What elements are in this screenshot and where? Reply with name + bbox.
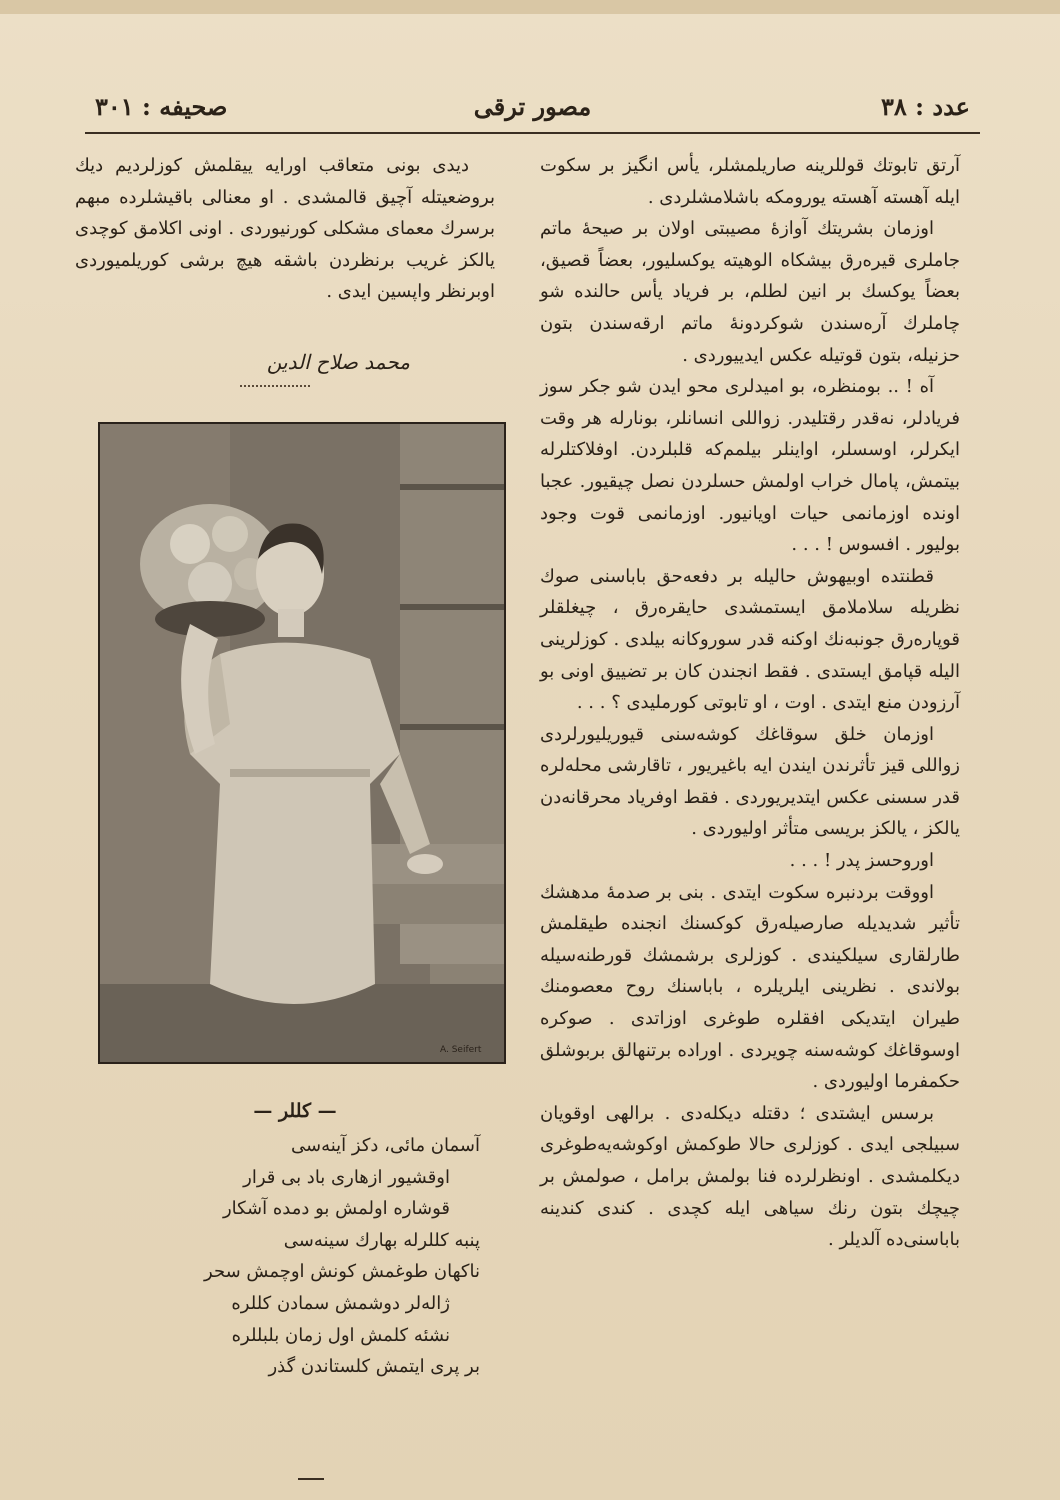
poem-line: بر پری ایتمش کلستاندن گذر [268, 1356, 480, 1378]
poem-title: — کللر — [253, 1100, 337, 1122]
page-header [85, 92, 980, 134]
paragraph: آرتق تابوتك قوللرینه صاریلمشلر، یأس انگیز بر سکوت ایله آهسته آهسته یورومکه باشلامشلردی . [540, 155, 960, 208]
signature-divider [240, 385, 310, 387]
author-signature: محمد صلاح الدین [266, 350, 410, 374]
page-number: صحیفه : ۳۰۱ [95, 92, 228, 121]
poem-end-rule [298, 1478, 324, 1480]
paragraph: برسس ایشتدی ؛ دقتله دیکله‌دی . برالهی اوقویان سبیلجی ایدی . کوزلری حالا طوکمش اوکوشه‌یه‌طوغری دیکلمشدی . اونظرلرده فنا بولمش برامل ، صولمش بر چیچك بتون رنك سیاهی ایله کچدی . کندی کندینه باباسنی‌ده آلدیلر . [540, 1102, 960, 1251]
poem-line: اوقشیور ازهاری باد بی قرار [243, 1166, 450, 1188]
photo-girl-with-flower-basket [98, 422, 506, 1064]
poem-line: آسمان مائی، دکز آینه‌سی [291, 1135, 480, 1156]
paragraph: قطنتده اوبیهوش حالیله بر دفعه‌حق باباسنی صوك نظریله سلاملامق ایستمشدی حایقره‌رق ، چیغلقلر قوپاره‌رق جونبه‌نك اوکنه قدر سوروکانه بیلدی . کوزلرینی الیله قپامق ایستدی . فقط انجندن کان بر تضییق اونی بو آرزودن منع ایتدی . اوت ، او تابوتی کورملیدی ؟ . . . [540, 565, 960, 714]
paragraph: اوروحسز پدر ! . . . [789, 850, 934, 872]
right-column-text [540, 150, 960, 1256]
poem-line: نشئه کلمش اول زمان بلبللره [231, 1324, 450, 1346]
poem-line: ناکهان طوغمش کونش اوچمش سحر [204, 1261, 480, 1283]
page-top-edge [0, 0, 1060, 14]
paragraph: اوزمان بشریتك آوازهٔ مصیبتی اولان بر صیحهٔ ماتم جاملری قیره‌رق بیشکاه الوهیته یوکسلیور، بعضاً قصیق، بعضاً یوکسك بر انین لطلم، بر فریاد یأس حالنده شو چاملرك آره‌سندن شوکردونهٔ ماتم ارقه‌سندن بتون حزنیله، بتون قوتیله عکس ایدییوردی . [540, 218, 960, 366]
poem-line: ژاله‌لر دوشمش سمادن کللره [231, 1292, 450, 1314]
illustration [100, 424, 504, 1062]
magazine-title: مصور ترقی [473, 92, 592, 121]
paragraph: اووقت بردنبره سکوت ایتدی . بنی بر صدمهٔ مدهشك تأثیر شدیدیله صارصیله‌رق کوکسنك انجنده طیقلمش طارلقاری سیلکیندی . کوزلری برشمشك قورطنه‌سیله بولاندی . نظرینی ایلریلره ، باباسنك روح معصومنك طیران ایتدیکی افقلره طوغری اوزاتدی . صوکره اوسوقاغك کوشه‌سنه چویردی . اوراده برتنهالق بربوشلق حکمفرما اولیوردی . [540, 881, 960, 1093]
poem-line: پنبه کللرله بهارك سینه‌سی [283, 1229, 480, 1251]
left-column-text [75, 150, 495, 308]
artist-signature: A. Seifert [440, 1045, 482, 1055]
issue-number: عدد : ۳۸ [881, 92, 970, 121]
poem [150, 1130, 480, 1383]
paragraph: دیدی بونی متعاقب اورایه ییقلمش کوزلردیم دیك بروضعیتله آچیق قالمشدی . او معنالی باقیشلرده مبهم برسرك معمای مشکلی کورنیوردی . اونی اکلامق کوچدی یالکز غریب برنظردن باشقه هیچ برشی کوریلمیوردی اوبرنظر واپسین ایدی . [75, 155, 495, 303]
paragraph: آه ! .. بومنظره، بو امیدلری محو ایدن شو جکر سوز فریادلر، نه‌قدر رقتلیدر. زواللی انسانلر، بونارله هر وقت ایکرلر، اوسسلر، اواینلر بیلمم‌که قلبلردن. اوفلاکتلرله بیتمش، پامال خراب اولمش حسلردن نصل چیقیور. عجبا اونده اوزمانمی حیات اویانیور. اوزمانمی قوت وجود بولیور . افسوس ! . . . [540, 376, 960, 556]
poem-line: قوشاره اولمش بو دمده آشکار [222, 1198, 450, 1220]
paragraph: اوزمان خلق سوقاغك کوشه‌سنی قیوریلیورلردی زواللی قیز تأثرندن ایندن ایه باغیریور ، تاقارشی محله‌لره قدر سسنی عکس ایتدیریوردی . فقط اوفریاد محرقانه‌دن یالکز ، یالکز بریسی متأثر اولیوردی . [540, 723, 960, 840]
